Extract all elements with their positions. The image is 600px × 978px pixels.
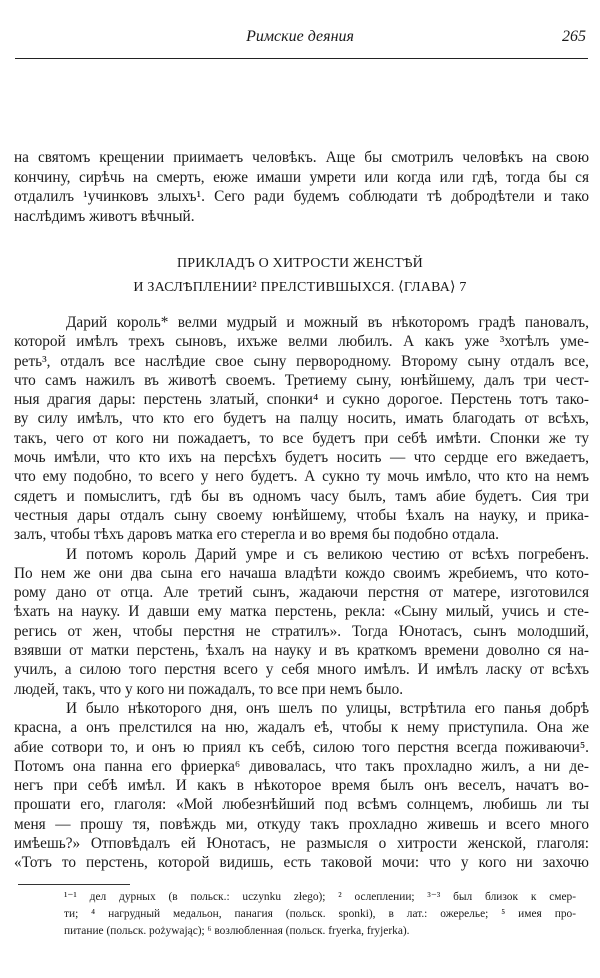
footnote-rule: [18, 884, 130, 885]
text-line: «Тотъ то перстень, которой видишь, есть таковой мочи: что у кого ни захочю: [14, 854, 589, 872]
chapter-body: [14, 313, 589, 873]
text-line: меня — прошу тя, повѣждь ми, откуду такъ прохладно живешь и всего много: [14, 815, 589, 833]
text-line: сядетъ и помыслитъ, гдѣ бы въ одномъ часу былъ, тамъ абие будетъ. Сия три: [14, 487, 589, 505]
text-line: взявши от матки перстень, ѣхалъ на науку и въ краткомъ времени доволно ся на-: [14, 642, 589, 660]
text-line: абие сотвори то, и онъ ю приял къ себѣ, силою того перстня всегда поживаючи⁵.: [14, 738, 589, 756]
running-header-title: Римские деяния: [246, 28, 354, 45]
text-line: такъ, чего от кого ни пожадаетъ, то все будетъ при себѣ имѣти. Спонки же ту: [14, 429, 589, 447]
header-rule: [15, 58, 588, 59]
text-line: красна, а онъ прелстился на ню, жадалъ еѣ, чтобы к нему приступила. Она же: [14, 719, 589, 737]
text-line: ѣхать на науку. И давши ему матка перстень, рекла: «Сыну милый, учись и сте-: [14, 603, 589, 621]
page-number: 265: [562, 28, 586, 45]
text-line: наслѣдимъ животъ вѣчный.: [14, 207, 195, 225]
text-line: И потомъ король Дарий умре и съ великою честию от всѣхъ погребенъ.: [66, 545, 589, 563]
text-line: отдалилъ ¹учинковъ злыхъ¹. Сего ради будемъ соблюдати тѣ добродѣтели и тако: [14, 188, 589, 206]
text-line: кончину, сирѣчь на смерть, еюже имаши умрети или когда или гдѣ, тогда бы ся: [14, 168, 589, 186]
text-line: имѣешь?» Отповѣдалъ ей Юнотасъ, не размысля о хитрости женской, глаголя:: [14, 835, 589, 853]
chapter-heading: [0, 252, 600, 300]
text-line: ныя драгия дары: перстень златый, спонки⁴ и сукно дорогое. Перстень тотъ тако-: [14, 391, 589, 409]
text-line: По нем же они два сына его начаша владѣти кождо своимъ жребиемъ, что кото-: [14, 564, 589, 582]
text-line: честныя дары отдалъ сыну своему юнѣйшему, чтобы ѣхалъ на науку, и прика-: [14, 506, 589, 524]
text-line: прошати его, глаголя: «Мой любезнѣйший под всѣмъ солнцемъ, любишь ли ты: [14, 796, 589, 814]
footnote-line: питание (польск. pożywając); ⁶ возлюбленная (польск. fryerka, fryjerka).: [64, 925, 410, 937]
footnotes: [64, 889, 576, 940]
footnote-line: ти; ⁴ нагрудный медальон, панагия (польск. sponki), в лат.: ожерелье; ⁵ имея про-: [64, 908, 576, 920]
text-line: ву силу имѣлъ, что кто его будетъ на палцу носить, имать благодать от всѣхъ,: [14, 410, 589, 428]
text-line: И было нѣкоторого дня, онъ шелъ по улицы, встрѣтила его панья добрѣ: [66, 699, 589, 717]
intro-text: [14, 148, 589, 226]
text-line: Дарий король* велми мудрый и можный въ нѣкоторомъ градѣ пановалъ,: [66, 314, 589, 331]
text-line: регись от жен, чтобы перстня не стратилъ». Тогда Юнотасъ, сынъ молодший,: [14, 622, 589, 640]
text-line: что самъ нажилъ въ животѣ своемъ. Третиему сыну, юнѣйшему, далъ три чест-: [14, 371, 589, 389]
chapter-heading-line1: ПРИКЛАДЪ О ХИТРОСТИ ЖЕНСТѢЙ: [176, 256, 423, 271]
chapter-heading-line2: И ЗАСЛѢПЛЕНИИ² ПРЕЛСТИВШЫХСЯ. ⟨ГЛАВА⟩ 7: [133, 280, 467, 295]
text-line: на святомъ крещении приимаетъ человѣкъ. Аще бы смотрилъ человѣкъ на свою: [14, 149, 589, 166]
text-line: мочь имѣли, что кто ихъ на персѣхъ будетъ носить — что сердце его вжедаетъ,: [14, 449, 589, 467]
text-line: Потомъ она панна его фриерка⁶ дивовалась, что такъ прохладно жилъ, а ни де-: [14, 757, 589, 775]
text-line: что ему подобно, то всего у него будетъ. А сукно ту мочь имѣло, что кто на немъ: [14, 468, 589, 486]
text-line: залъ, чтобы тѣхъ даровъ матка его стерегла и во время бы подобно отдала.: [14, 526, 500, 544]
text-line: негъ при себѣ имѣл. И какъ в нѣкоторое время былъ онъ веселъ, начатъ во-: [14, 777, 589, 795]
text-line: которой имѣлъ трехъ сыновъ, ихъже велми любилъ. А какъ уже ³хотѣлъ уме-: [14, 333, 589, 351]
text-line: рому дано от отца. Але третий сынъ, жадаючи перстня от матере, изготовился: [14, 584, 589, 602]
text-line: реть³, отдалъ все наслѣдие свое сыну первородному. Второму сыну отдалъ все,: [14, 352, 589, 370]
text-line: училъ, а силою того перстня всего у себя много имѣлъ. И имѣлъ ласку от всѣхъ: [14, 661, 589, 679]
text-line: людей, такъ, что у кого ни пожадалъ, то все при немъ было.: [14, 680, 404, 698]
footnote-line: ¹⁻¹ дел дурных (в польск.: uczynku złego); ² ослеплении; ³⁻³ был близок к смер-: [64, 891, 576, 903]
